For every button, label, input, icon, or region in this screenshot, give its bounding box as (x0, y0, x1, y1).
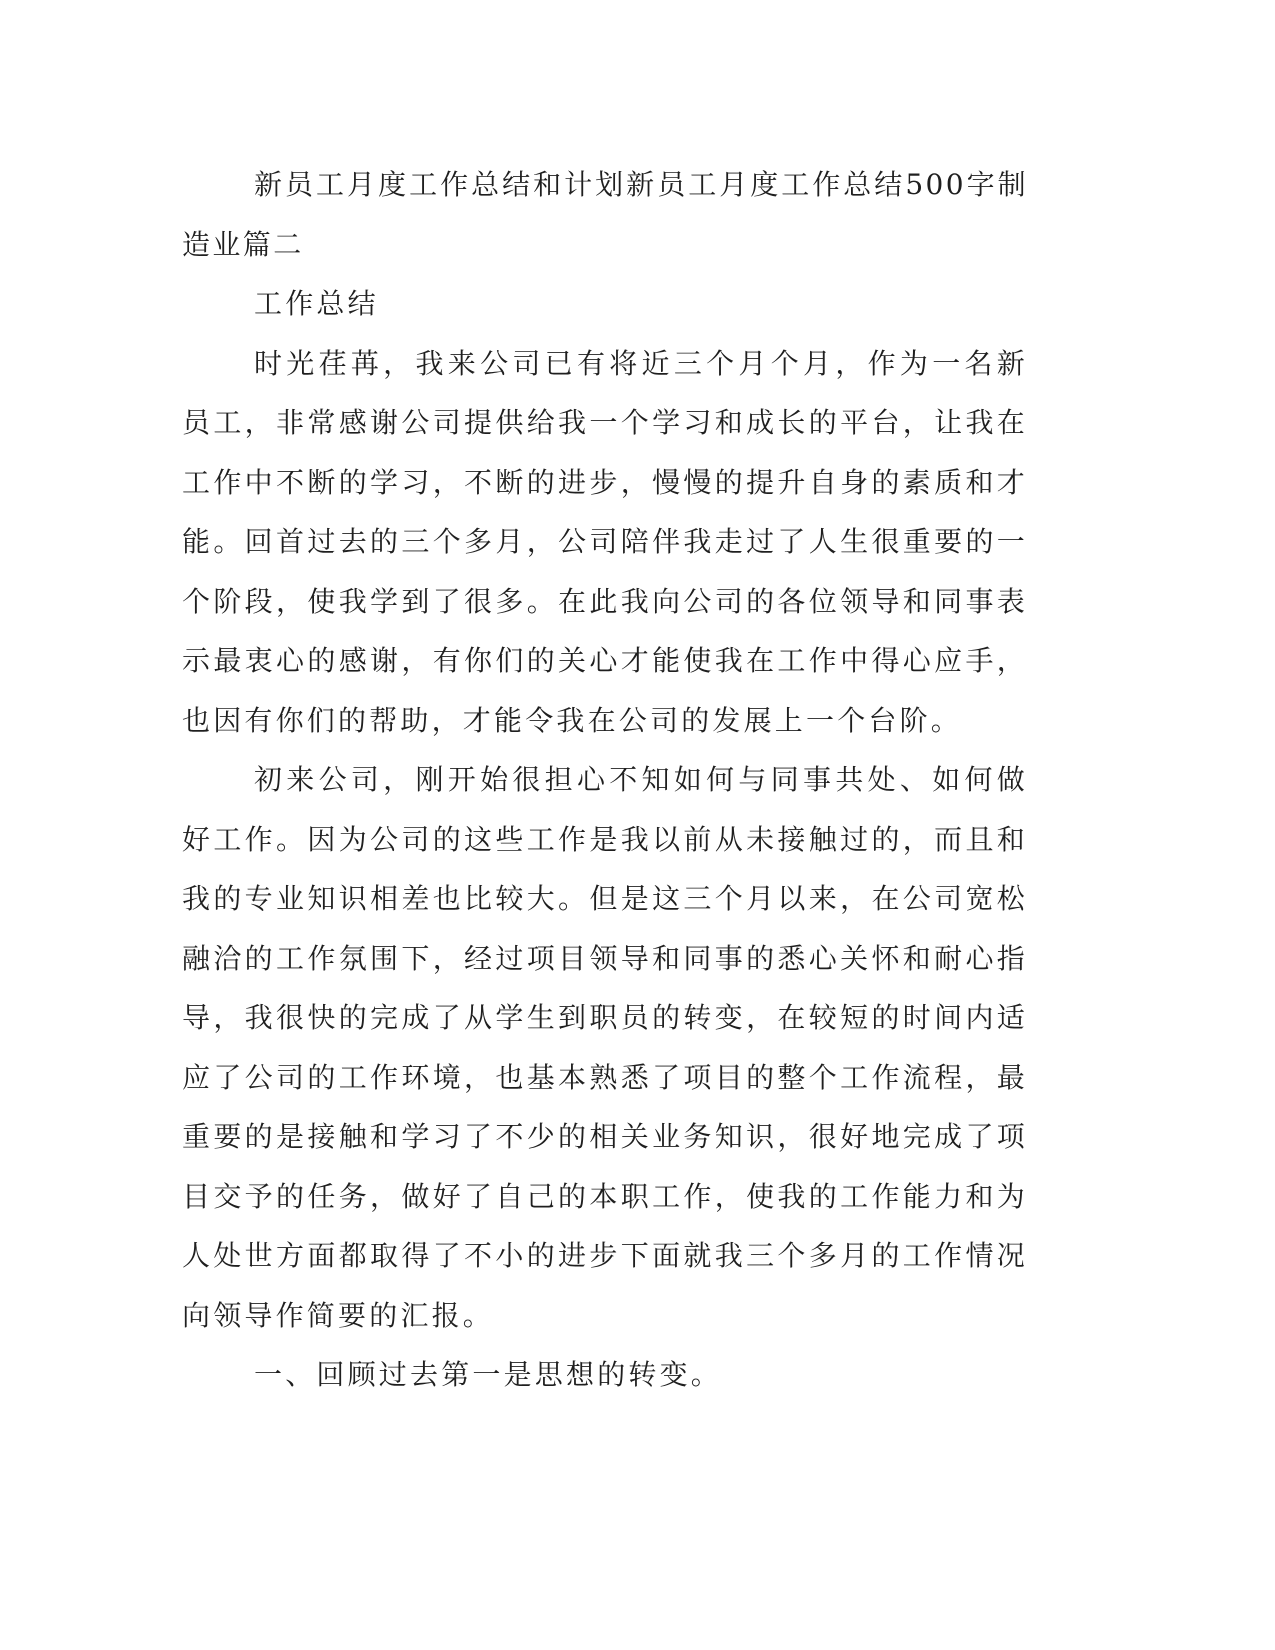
paragraph-adaptation: 初来公司，刚开始很担心不知如何与同事共处、如何做好工作。因为公司的这些工作是我以前从未接触过的，而且和我的专业知识相差也比较大。但是这三个月以来，在公司宽松融洽的工作氛围下，经过项目领导和同事的悉心关怀和耐心指导，我很快的完成了从学生到职员的转变，在较短的时间内适应了公司的工作环境，也基本熟悉了项目的整个工作流程，最重要的是接触和学习了不少的相关业务知识，很好地完成了项目交予的任务，做好了自己的本职工作，使我的工作能力和为人处世方面都取得了不小的进步下面就我三个多月的工作情况向领导作简要的汇报。 (182, 763, 1028, 1332)
subheading-review: 一、回顾过去第一是思想的转变。 (254, 1358, 723, 1391)
document-title: 新员工月度工作总结和计划新员工月度工作总结500字制造业篇二 (182, 168, 1028, 261)
section-heading: 工作总结 (254, 287, 379, 320)
document-body (182, 155, 1028, 1405)
paragraph-intro: 时光荏苒，我来公司已有将近三个月个月，作为一名新员工，非常感谢公司提供给我一个学习和成长的平台，让我在工作中不断的学习，不断的进步，慢慢的提升自身的素质和才能。回首过去的三个多月，公司陪伴我走过了人生很重要的一个阶段，使我学到了很多。在此我向公司的各位领导和同事表示最衷心的感谢，有你们的关心才能使我在工作中得心应手，也因有你们的帮助，才能令我在公司的发展上一个台阶。 (182, 346, 1028, 737)
